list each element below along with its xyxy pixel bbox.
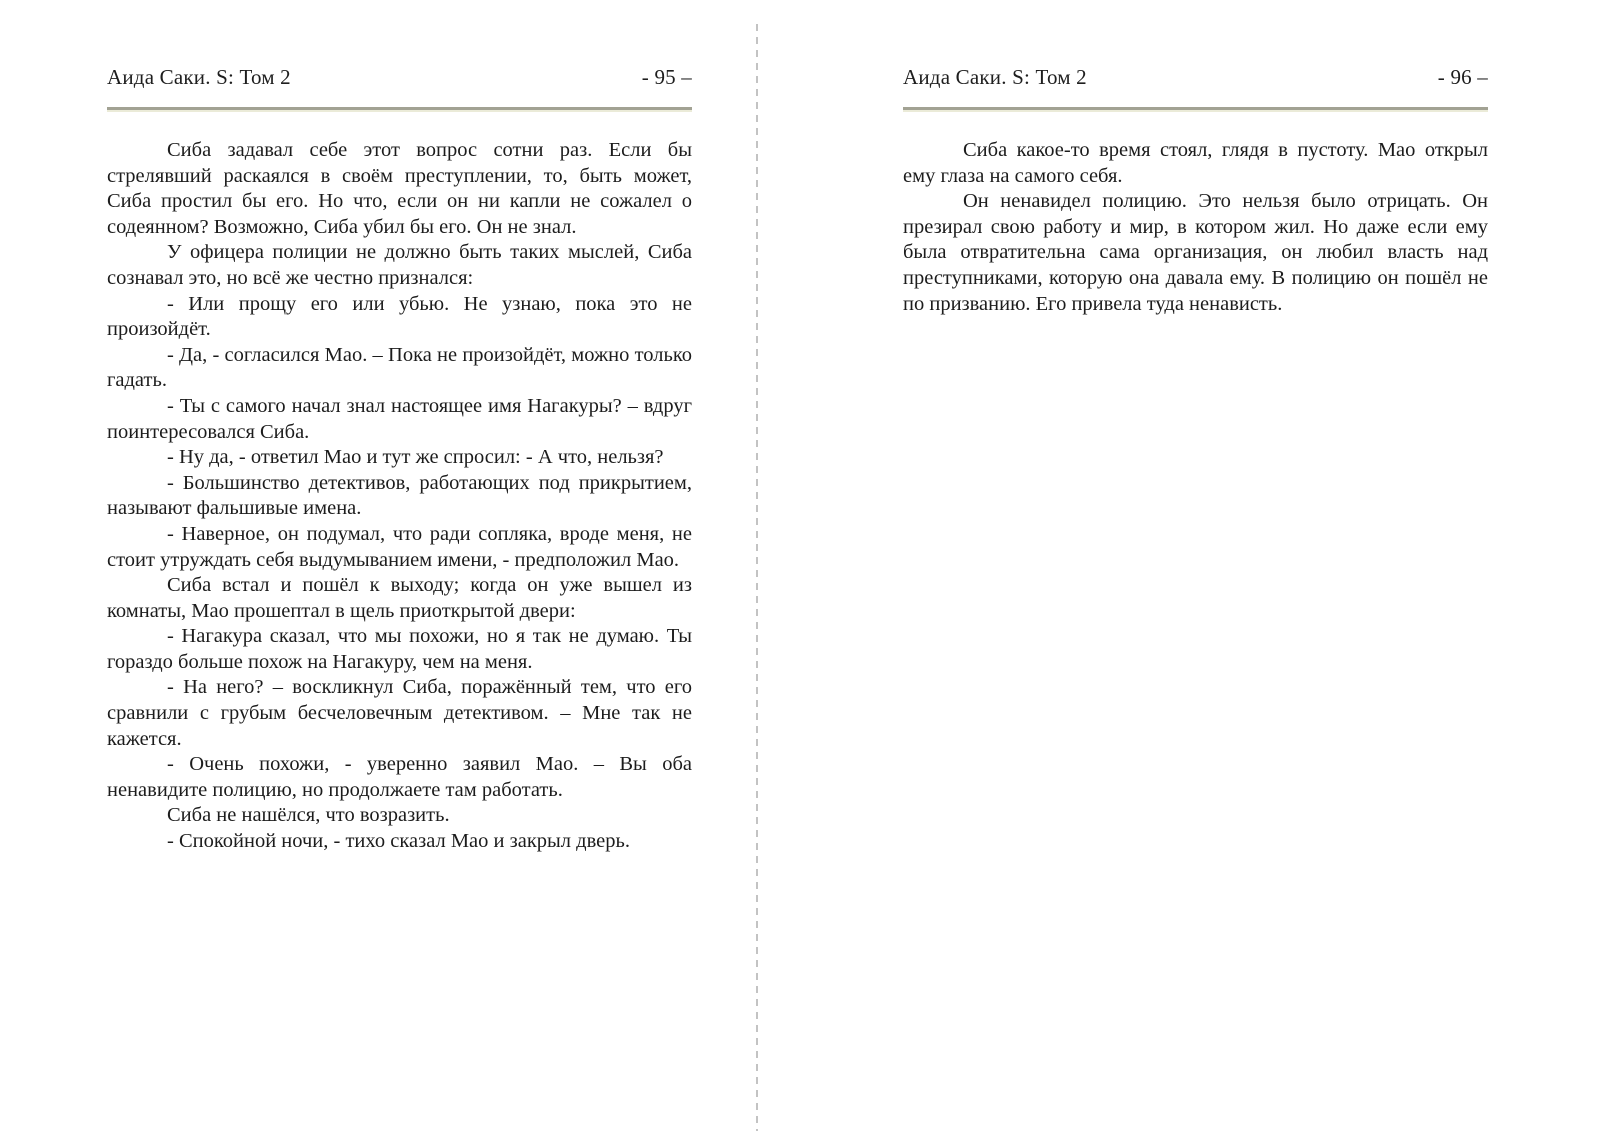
paragraph: - Наверное, он подумал, что ради сопляка, вроде меня, не стоит утруждать себя выдумыванием имени, - предположил Мао. <box>107 522 692 571</box>
page-left-body <box>107 138 692 855</box>
page-right-body <box>903 138 1488 317</box>
paragraph: Сиба не нашёлся, что возразить. <box>167 804 450 827</box>
paragraph: Сиба какое-то время стоял, глядя в пустоту. Мао открыл ему глаза на самого себя. <box>903 139 1488 187</box>
page-number: - 96 – <box>1437 65 1488 89</box>
paragraph: У офицера полиции не должно быть таких мыслей, Сиба сознавал это, но всё же честно признался: <box>107 241 692 289</box>
header-rule <box>903 107 1488 112</box>
paragraph: - Нагакура сказал, что мы похожи, но я так не думаю. Ты гораздо больше похож на Нагакуру, чем на меня. <box>107 625 692 673</box>
paragraph: - Да, - согласился Мао. – Пока не произойдёт, можно только гадать. <box>107 343 692 392</box>
paragraph: - Большинство детективов, работающих под прикрытием, называют фальшивые имена. <box>107 471 692 520</box>
paragraph: - Спокойной ночи, - тихо сказал Мао и закрыл дверь. <box>167 830 630 853</box>
page-divider <box>756 24 758 1131</box>
paragraph: - Очень похожи, - уверенно заявил Мао. – Вы оба ненавидите полицию, но продолжаете там работать. <box>107 753 692 801</box>
paragraph: Он ненавидел полицию. Это нельзя было отрицать. Он презирал свою работу и мир, в котором жил. Но даже если ему была отвратительна сама организация, он любил власть над преступниками, которую она давала ему. В полицию он пошёл не по призванию. Его привела туда ненависть. <box>903 190 1488 315</box>
paragraph: - На него? – воскликнул Сиба, поражённый тем, что его сравнили с грубым бесчеловечным детективом. – Мне так не кажется. <box>107 676 692 750</box>
running-title: Аида Саки. S: Том 2 <box>107 65 291 89</box>
page-number: - 95 – <box>641 65 692 89</box>
paragraph: Сиба задавал себе этот вопрос сотни раз. Если бы стрелявший раскаялся в своём преступлении, то, быть может, Сиба простил бы его. Но что, если он ни капли не сожалел о содеянном? Возможно, Сиба убил бы его. Он не знал. <box>107 139 692 238</box>
paragraph: - Или прощу его или убью. Не узнаю, пока это не произойдёт. <box>107 292 692 341</box>
paragraph: - Ну да, - ответил Мао и тут же спросил: - А что, нельзя? <box>167 446 664 469</box>
header-rule <box>107 107 692 112</box>
page-left <box>107 64 692 855</box>
running-title: Аида Саки. S: Том 2 <box>903 65 1087 89</box>
paragraph: - Ты с самого начал знал настоящее имя Нагакуры? – вдруг поинтересовался Сиба. <box>107 394 692 443</box>
page-right <box>903 64 1488 317</box>
page-left-header <box>107 64 692 90</box>
paragraph: Сиба встал и пошёл к выходу; когда он уже вышел из комнаты, Мао прошептал в щель приоткрытой двери: <box>107 574 692 622</box>
page-right-header <box>903 64 1488 90</box>
